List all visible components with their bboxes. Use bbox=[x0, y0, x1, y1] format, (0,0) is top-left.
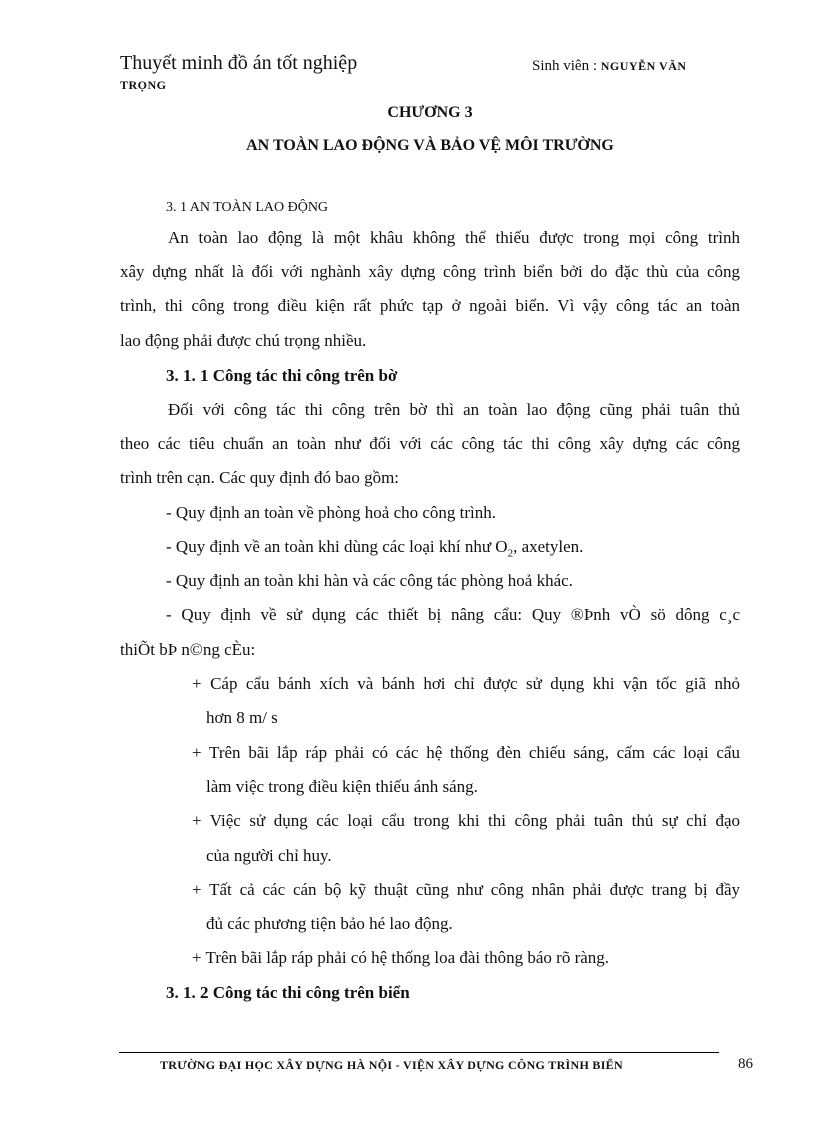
footer-institution: TRƯỜNG ĐẠI HỌC XÂY DỰNG HÀ NỘI - VIỆN XÂY DỰNG CÔNG TRÌNH BIỂN bbox=[160, 1058, 623, 1072]
student-label bbox=[532, 58, 687, 75]
paragraph-line: trình trên cạn. Các quy định đó bao gồm: bbox=[120, 468, 400, 487]
footer-divider bbox=[119, 1052, 719, 1053]
page-number: 86 bbox=[738, 1056, 753, 1072]
student-label-text: Sinh viên : bbox=[532, 58, 598, 74]
bullet-item-continued: hơn 8 m/ s bbox=[206, 708, 278, 727]
oxygen-subscript: 2 bbox=[507, 547, 514, 560]
bullet-item: + Việc sử dụng các loại cẩu trong khi thi công phải tuân thủ sự chỉ đạo bbox=[192, 811, 740, 830]
section-heading-3-1-1: 3. 1. 1 Công tác thi công trên bờ bbox=[166, 366, 398, 385]
rule-item: - Quy định an toàn khi hàn và các công tác phòng hoả khác. bbox=[166, 571, 573, 590]
bullet-item: + Tất cả các cán bộ kỹ thuật cũng như công nhân phải được trang bị đầy bbox=[192, 880, 740, 899]
chapter-title: AN TOÀN LAO ĐỘNG VÀ BẢO VỆ MÔI TRƯỜNG bbox=[246, 137, 614, 154]
student-name-continued: TRỌNG bbox=[120, 78, 167, 92]
rule-item: - Quy định về sử dụng các thiết bị nâng cẩu: Quy ®Þnh vÒ sö dông c¸c bbox=[166, 605, 740, 624]
section-heading-3-1-2: 3. 1. 2 Công tác thi công trên biển bbox=[166, 983, 410, 1002]
document-header-title: Thuyết minh đồ án tốt nghiệp bbox=[120, 52, 358, 74]
paragraph-line: lao động phải được chú trọng nhiều. bbox=[120, 331, 367, 350]
chapter-number: CHƯƠNG 3 bbox=[387, 104, 473, 121]
bullet-item: + Cáp cẩu bánh xích và bánh hơi chỉ được sử dụng khi vận tốc giã nhỏ bbox=[192, 674, 740, 693]
bullet-item-continued: của người chỉ huy. bbox=[206, 846, 332, 865]
bullet-item: + Trên bãi lắp ráp phải có các hệ thống đèn chiếu sáng, cấm các loại cẩu bbox=[192, 743, 740, 762]
section-heading-3-1: 3. 1 AN TOÀN LAO ĐỘNG bbox=[166, 200, 329, 215]
paragraph-line: An toàn lao động là một khâu không thể thiếu được trong mọi công trình bbox=[168, 228, 740, 247]
rule-item-text: - Quy định về an toàn khi dùng các loại khí như O bbox=[166, 537, 508, 556]
paragraph-line: xây dựng nhất là đối với nghành xây dựng công trình biển bởi do đặc thù của công bbox=[120, 262, 740, 281]
rule-item: - Quy định an toàn về phòng hoả cho công trình. bbox=[166, 503, 497, 522]
bullet-item: + Trên bãi lắp ráp phải có hệ thống loa đài thông báo rõ ràng. bbox=[192, 948, 610, 967]
rule-item-continued: thiÕt bÞ n©ng cÈu: bbox=[120, 640, 256, 659]
rule-item bbox=[166, 537, 583, 559]
paragraph-line: Đối với công tác thi công trên bờ thì an toàn lao động cũng phải tuân thủ bbox=[168, 400, 740, 419]
bullet-item-continued: đủ các phương tiện bảo hé lao động. bbox=[206, 914, 453, 933]
paragraph-line: trình, thi công trong điều kiện rất phức tạp ở ngoài biển. Vì vậy công tác an toàn bbox=[120, 296, 740, 315]
student-name: NGUYỄN VĂN bbox=[600, 59, 687, 73]
rule-item-tail: , axetylen. bbox=[513, 537, 584, 556]
paragraph-line: theo các tiêu chuẩn an toàn như đối với các công tác thi công xây dựng các công bbox=[120, 434, 740, 453]
bullet-item-continued: làm việc trong điều kiện thiếu ánh sáng. bbox=[206, 777, 478, 796]
